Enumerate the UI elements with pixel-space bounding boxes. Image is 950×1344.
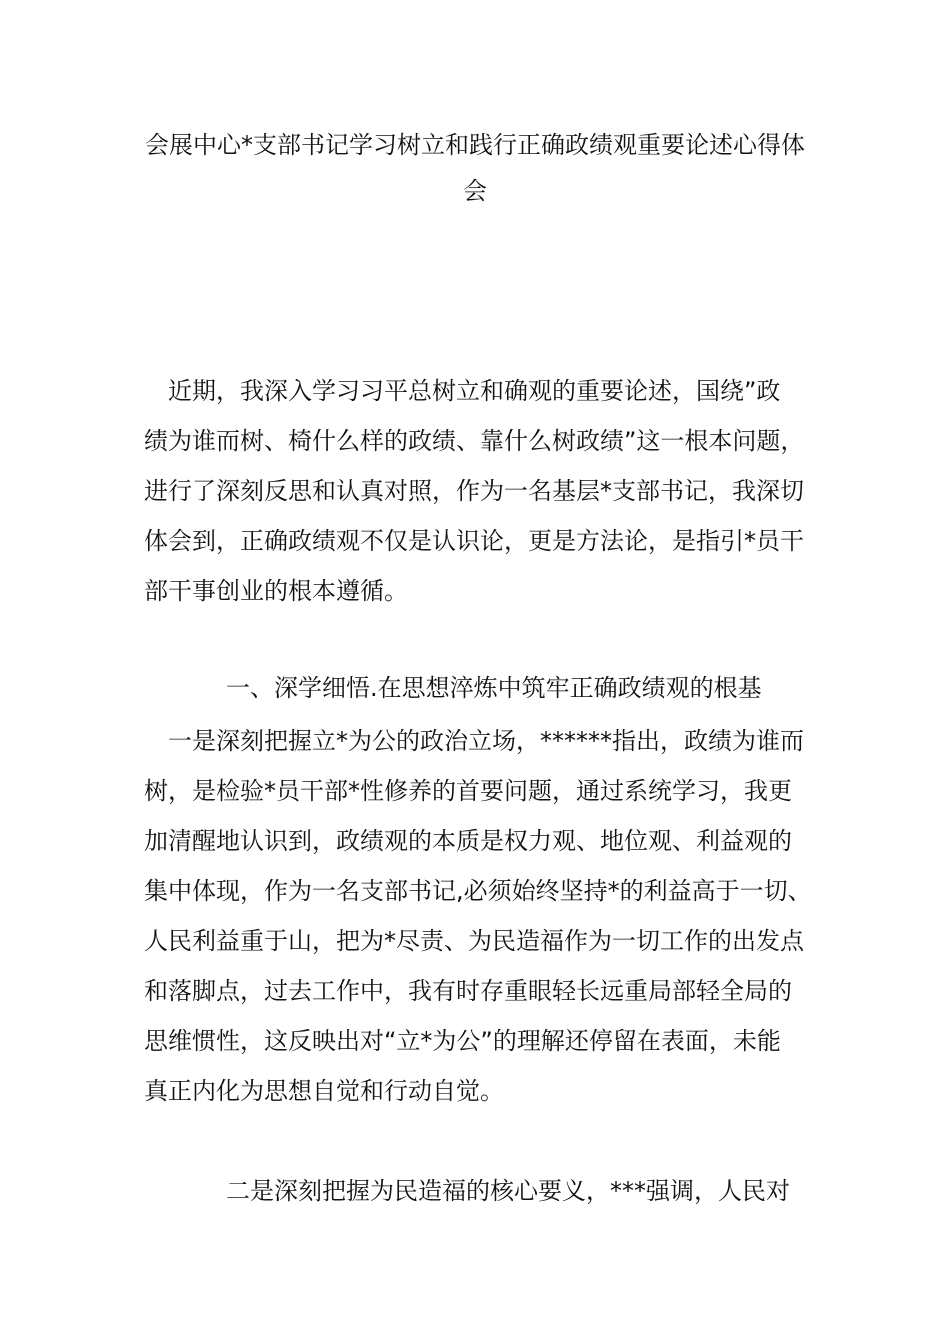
section-1-line: 一是深刻把握立*为公的政治立场，******指出，政绩为谁而: [144, 727, 804, 755]
section-1-paragraph: [144, 716, 814, 1116]
section-1-heading: 一、深学细悟.在思想淬炼中筑牢正确政绩观的根基: [226, 674, 762, 702]
section-1-line: 思维惯性，这反映出对“立*为公”的理解还停留在表面，未能: [144, 1027, 781, 1055]
section-1-line: 和落脚点，过去工作中，我有时存重眼轻长远重局部轻全局的: [144, 977, 792, 1005]
section-1-line: 树，是检验*员干部*性修养的首要问题，通过系统学习，我更: [144, 777, 792, 805]
document-title: [130, 122, 820, 214]
intro-paragraph: [144, 366, 814, 616]
section-1-line: 集中体现，作为一名支部书记,必须始终坚持*的利益高于一切、: [144, 877, 812, 905]
section-2-first-line: 二是深刻把握为民造福的核心要义，***强调，人民对: [226, 1177, 790, 1205]
intro-line: 近期，我深入学习习平总树立和确观的重要论述，国绕”政: [144, 377, 781, 405]
intro-line: 绩为谁而树、椅什么样的政绩、靠什么树政绩”这一根本问题，: [144, 427, 805, 455]
title-line-2: 会: [463, 177, 487, 205]
intro-line: 体会到，正确政绩观不仅是认识论，更是方法论，是指引*员干: [144, 527, 804, 555]
intro-line: 部干事创业的根本遵循。: [144, 577, 408, 605]
section-1-line: 真正内化为思想自觉和行动自觉。: [144, 1077, 504, 1105]
section-1-line: 人民利益重于山，把为*尽责、为民造福作为一切工作的出发点: [144, 927, 804, 955]
intro-line: 进行了深刻反思和认真对照，作为一名基层*支部书记，我深切: [144, 477, 804, 505]
title-line-1: 会展中心*支部书记学习树立和践行正确政绩观重要论述心得体: [145, 131, 805, 159]
section-1-line: 加清醒地认识到，政绩观的本质是权力观、地位观、利益观的: [144, 827, 792, 855]
